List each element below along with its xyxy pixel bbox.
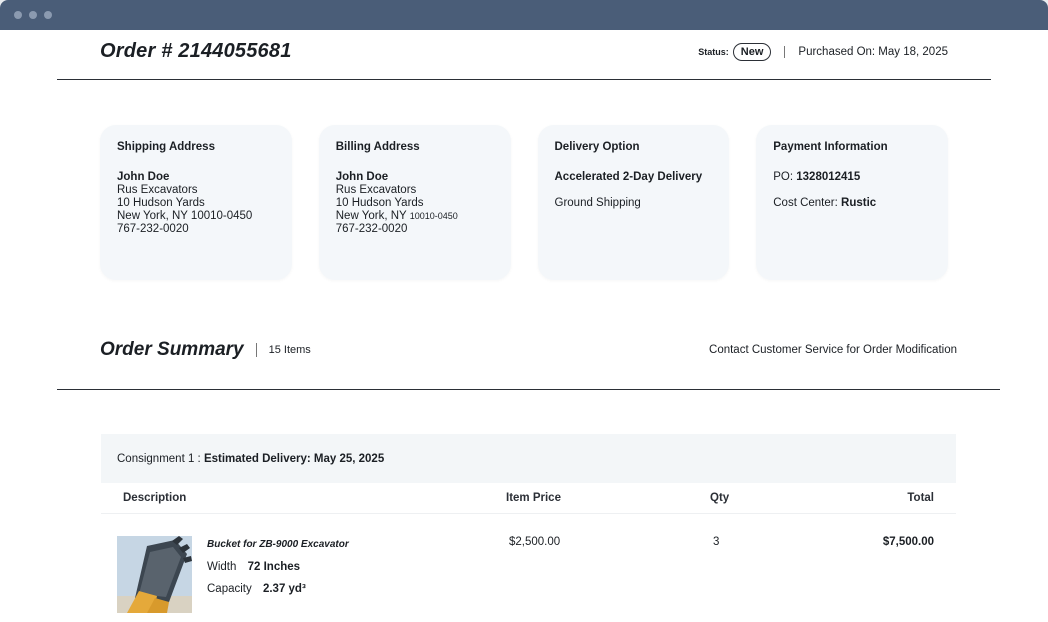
width-value: 72 Inches: [247, 561, 301, 573]
delivery-option-card: [538, 125, 730, 280]
column-header-item-price: Item Price: [506, 492, 561, 504]
shipping-address-card: [100, 125, 292, 280]
status-label: Status:: [698, 46, 729, 57]
shipping-name: John Doe: [117, 171, 170, 183]
consignment-banner: [101, 434, 956, 483]
shipping-city: New York, NY 10010-0450: [117, 210, 253, 222]
order-summary-title: Order Summary: [100, 338, 244, 360]
billing-city: New York, NY: [335, 210, 407, 222]
window-dot-icon[interactable]: [44, 11, 52, 19]
shipping-company: Rus Excavators: [117, 184, 198, 196]
cost-center-value: Rustic: [841, 197, 877, 209]
card-title: Billing Address: [335, 141, 420, 153]
capacity-label: Capacity: [207, 583, 252, 595]
excavator-bucket-image[interactable]: [117, 536, 192, 613]
status-badge: New: [733, 43, 772, 61]
contact-customer-service-link[interactable]: Contact Customer Service for Order Modification: [709, 343, 957, 356]
capacity-value: 2.37 yd³: [262, 583, 306, 595]
billing-name: John Doe: [335, 171, 389, 183]
po-line: [773, 171, 931, 184]
shipping-street: 10 Hudson Yards: [117, 197, 205, 209]
cost-center-line: [773, 197, 931, 210]
item-name[interactable]: Bucket for ZB-9000 Excavator: [207, 539, 349, 550]
item-info: [192, 536, 349, 613]
width-label: Width: [207, 561, 237, 573]
item-width: [207, 561, 349, 573]
purchase-date: Purchased On: May 18, 2025: [798, 45, 948, 58]
billing-city-line: [336, 210, 494, 223]
summary-divider: [256, 343, 257, 357]
card-title: Shipping Address: [117, 141, 215, 153]
order-title: Order # 2144055681: [100, 40, 292, 62]
delivery-option: Accelerated 2-Day Delivery: [554, 171, 703, 183]
estimated-delivery: Estimated Delivery: May 25, 2025: [203, 452, 385, 465]
column-header-description: Description: [123, 492, 187, 504]
order-summary-header: [57, 310, 1000, 390]
po-label: PO:: [773, 171, 794, 183]
item-description-cell: [101, 536, 476, 613]
table-row: [101, 514, 956, 613]
column-header-total: Total: [907, 492, 934, 504]
item-count: 15 Items: [268, 343, 311, 356]
po-value: 1328012415: [796, 171, 861, 183]
payment-info-card: [756, 125, 948, 280]
window-dot-icon[interactable]: [29, 11, 37, 19]
meta-divider: [784, 46, 785, 58]
billing-phone: 767-232-0020: [335, 223, 408, 235]
window-dot-icon[interactable]: [14, 11, 22, 19]
card-title: Payment Information: [773, 141, 888, 153]
card-title: Delivery Option: [554, 141, 640, 153]
order-header: [57, 30, 991, 80]
window-titlebar: [0, 0, 1048, 30]
shipping-phone: 767-232-0020: [117, 223, 189, 235]
billing-street: 10 Hudson Yards: [335, 197, 424, 209]
order-meta: [698, 43, 948, 61]
consignment-label: Consignment 1 :: [117, 452, 201, 465]
billing-address-card: [319, 125, 511, 280]
column-header-qty: Qty: [710, 492, 730, 504]
item-price: $2,500.00: [509, 536, 561, 548]
delivery-method: Ground Shipping: [554, 197, 641, 209]
item-capacity: [207, 583, 349, 595]
table-header: [101, 483, 956, 514]
order-items-table: [101, 434, 956, 613]
item-total: $7,500.00: [882, 536, 934, 548]
cost-center-label: Cost Center:: [773, 197, 838, 209]
billing-zip: 10010-0450: [409, 211, 458, 221]
item-qty: 3: [713, 536, 720, 548]
billing-company: Rus Excavators: [335, 184, 417, 196]
